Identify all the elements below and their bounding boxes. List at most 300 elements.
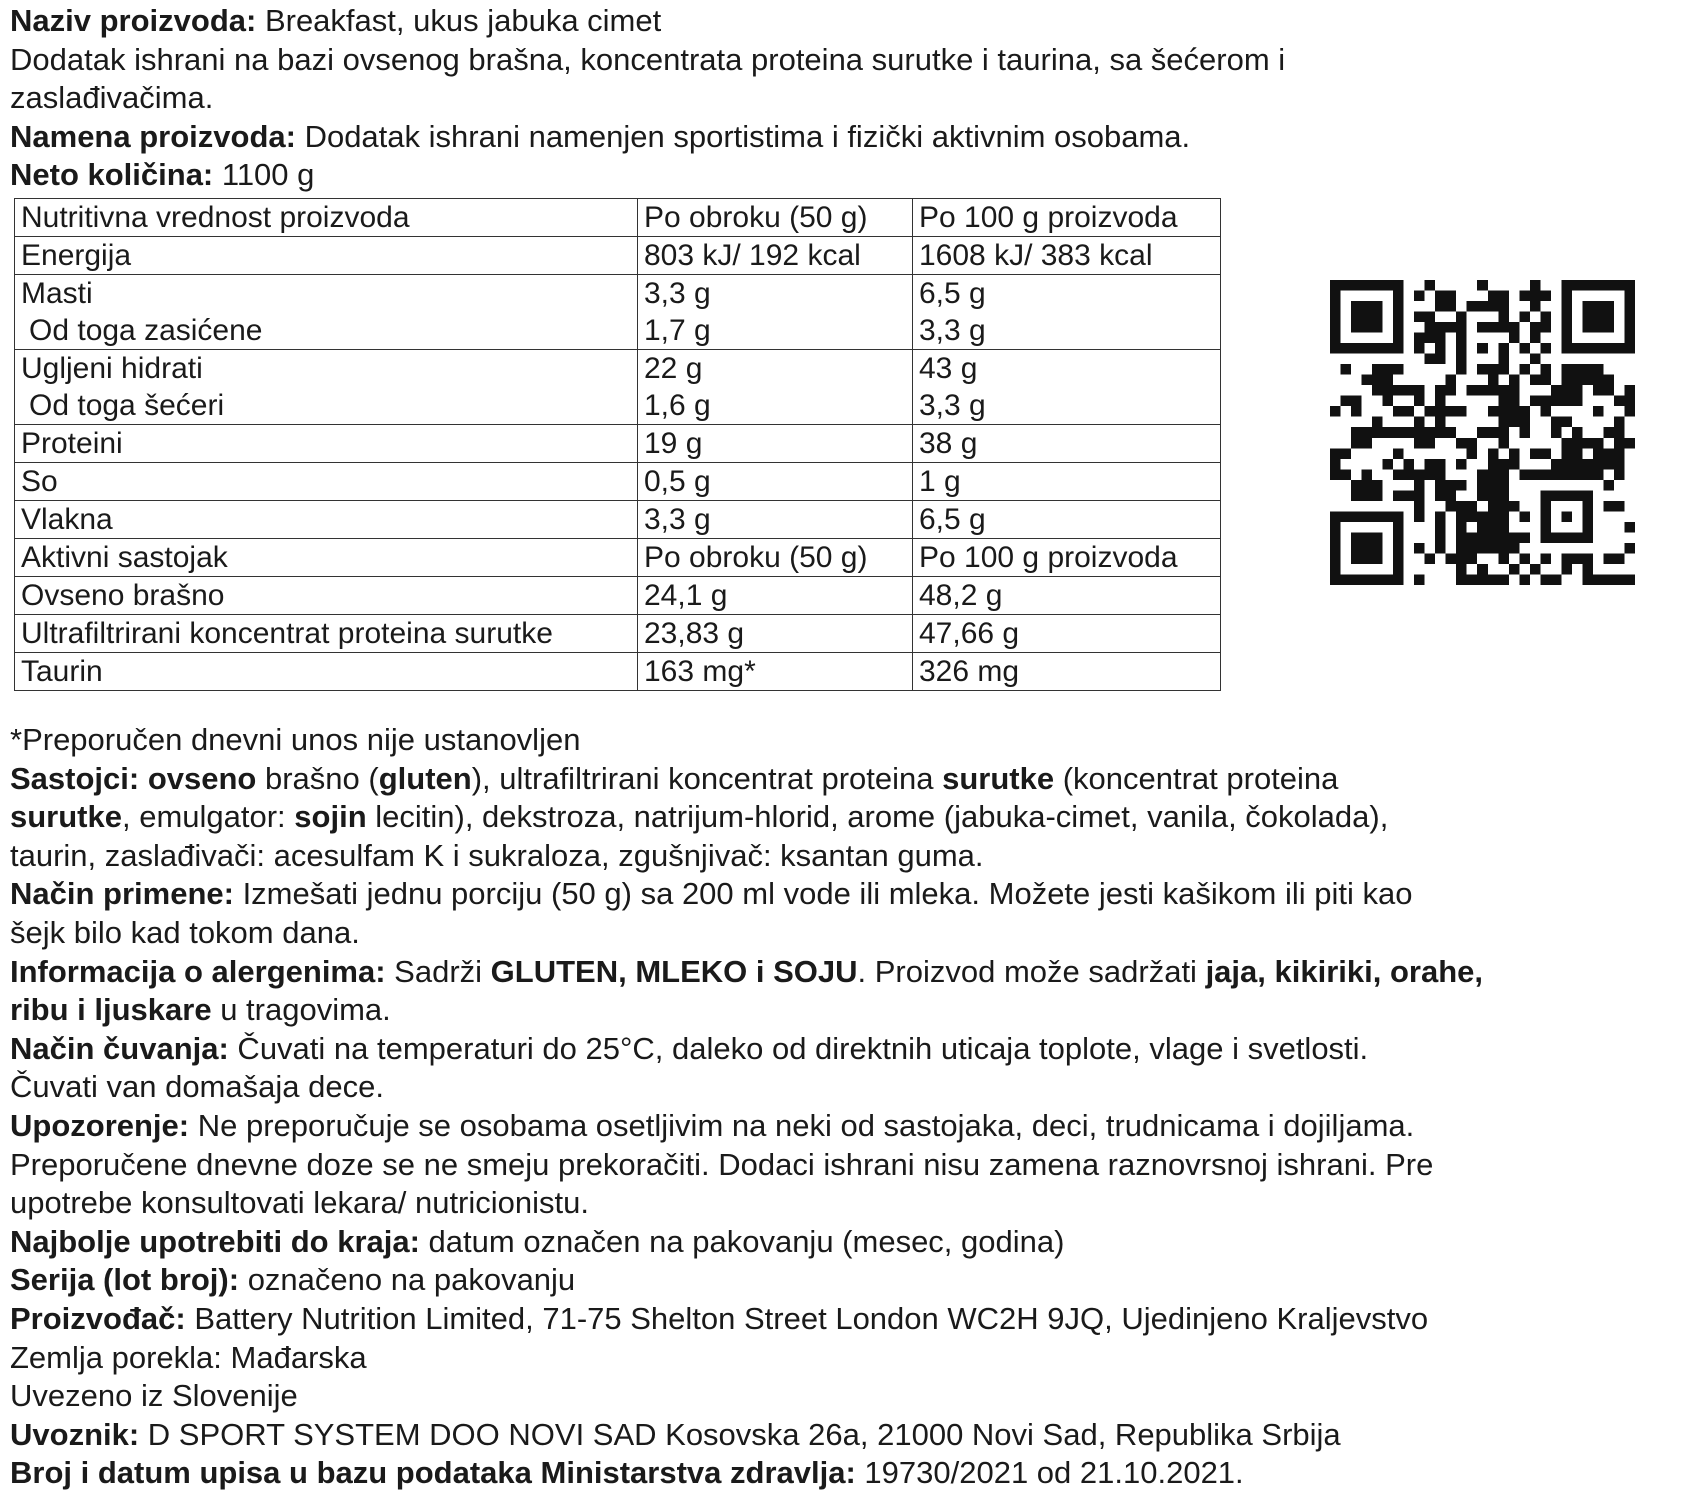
qr-module (1435, 490, 1446, 501)
description-line-1: Dodatak ishrani na bazi ovsenog brašna, koncentrata proteina surutke i taurina, sa šećerom i (10, 41, 1286, 77)
qr-module (1509, 406, 1520, 417)
cell-line: 3,3 g (644, 277, 711, 310)
qr-module (1582, 364, 1593, 375)
qr-module (1561, 438, 1572, 449)
qr-module (1509, 385, 1520, 396)
qr-module (1477, 343, 1488, 354)
allergens-text: u tragovima. (211, 992, 391, 1028)
qr-module (1488, 501, 1499, 512)
qr-module (1530, 333, 1541, 344)
qr-module (1435, 322, 1446, 333)
qr-module (1330, 406, 1341, 417)
qr-module (1551, 459, 1562, 470)
importer-line (10, 1416, 1692, 1455)
qr-module (1404, 406, 1415, 417)
qr-module (1540, 364, 1551, 375)
qr-module (1498, 343, 1509, 354)
qr-module (1614, 396, 1625, 407)
qr-module (1509, 564, 1520, 575)
table-cell: 23,83 g (638, 615, 913, 653)
qr-module (1435, 385, 1446, 396)
qr-module (1509, 532, 1520, 543)
table-cell (638, 275, 913, 350)
qr-module (1425, 459, 1436, 470)
qr-module (1446, 480, 1457, 491)
allergens-bold: ribu i ljuskare (10, 992, 212, 1028)
warning-line-1 (10, 1107, 1692, 1146)
qr-module (1351, 480, 1362, 491)
table-cell: Po obroku (50 g) (638, 199, 913, 237)
table-cell: So (15, 463, 638, 501)
qr-module (1467, 553, 1478, 564)
allergens-line-1 (10, 953, 1692, 992)
qr-module (1509, 375, 1520, 386)
qr-module (1435, 406, 1446, 417)
qr-module (1624, 406, 1635, 417)
product-name-label: Naziv proizvoda: (10, 3, 257, 38)
qr-code-icon (1330, 280, 1635, 585)
qr-module (1477, 364, 1488, 375)
qr-module (1498, 396, 1509, 407)
qr-module (1425, 427, 1436, 438)
qr-module (1456, 543, 1467, 554)
table-cell: Ovseno brašno (15, 577, 638, 615)
lot-line (10, 1261, 1692, 1300)
table-cell: 24,1 g (638, 577, 913, 615)
qr-module (1624, 396, 1635, 407)
qr-module (1624, 543, 1635, 554)
qr-finder-inner (1582, 301, 1614, 333)
qr-module (1477, 522, 1488, 533)
qr-module (1498, 364, 1509, 375)
purpose-value: Dodatak ishrani namenjen sportistima i fizički aktivnim osobama. (295, 118, 1191, 154)
qr-module (1582, 574, 1593, 585)
qr-module (1362, 490, 1373, 501)
qr-module (1561, 469, 1572, 480)
qr-module (1435, 480, 1446, 491)
storage-label: Način čuvanja: (10, 1030, 229, 1066)
qr-module (1561, 448, 1572, 459)
qr-module (1393, 448, 1404, 459)
qr-module (1593, 375, 1604, 386)
qr-module (1425, 553, 1436, 564)
ingredients-line-2 (10, 798, 1692, 837)
qr-module (1498, 543, 1509, 554)
qr-module (1614, 448, 1625, 459)
qr-module (1561, 364, 1572, 375)
usage-line-2: šejk bilo kad tokom dana. (10, 914, 360, 950)
qr-module (1477, 574, 1488, 585)
qr-module (1435, 522, 1446, 533)
qr-module (1498, 301, 1509, 312)
qr-module (1603, 427, 1614, 438)
qr-module (1425, 406, 1436, 417)
qr-module (1372, 364, 1383, 375)
lot-value: označeno na pakovanju (239, 1262, 576, 1298)
qr-module (1414, 343, 1425, 354)
qr-module (1509, 459, 1520, 470)
qr-module (1540, 553, 1551, 564)
cell-subline: 3,3 g (919, 389, 986, 422)
qr-module (1372, 427, 1383, 438)
qr-module (1540, 291, 1551, 302)
qr-module (1572, 385, 1583, 396)
warning-label: Upozorenje: (10, 1107, 190, 1143)
qr-module (1446, 501, 1457, 512)
qr-module (1425, 322, 1436, 333)
qr-module (1477, 480, 1488, 491)
qr-module (1509, 501, 1520, 512)
qr-module (1351, 406, 1362, 417)
table-row (15, 463, 1221, 501)
table-cell: Vlakna (15, 501, 638, 539)
qr-module (1498, 532, 1509, 543)
qr-module (1582, 564, 1593, 575)
qr-module (1414, 417, 1425, 428)
qr-module (1488, 322, 1499, 333)
ingredient-text: lecitin), dekstroza, natrijum-hlorid, arome (jabuka-cimet, vanila, čokolada), (366, 799, 1389, 835)
qr-module (1582, 438, 1593, 449)
qr-module (1404, 459, 1415, 470)
qr-module (1498, 312, 1509, 323)
qr-module (1414, 480, 1425, 491)
table-row (15, 199, 1221, 237)
warning-line-2: Preporučene dnevne doze se ne smeju prekoračiti. Dodaci ishrani nisu zamena raznovrsnoj ishrani. Pre (10, 1146, 1434, 1182)
qr-module (1572, 448, 1583, 459)
qr-module (1414, 501, 1425, 512)
qr-module (1603, 553, 1614, 564)
qr-module (1425, 280, 1436, 291)
qr-module (1435, 417, 1446, 428)
qr-module (1509, 417, 1520, 428)
cell-line: Ugljeni hidrati (21, 352, 203, 385)
qr-module (1540, 343, 1551, 354)
allergens-text: . Proizvod može sadržati (857, 953, 1206, 989)
qr-module (1614, 427, 1625, 438)
qr-module (1488, 490, 1499, 501)
qr-module (1446, 385, 1457, 396)
origin-line: Zemlja porekla: Mađarska (10, 1339, 367, 1375)
lot-label: Serija (lot broj): (10, 1262, 240, 1298)
table-row (15, 275, 1221, 350)
qr-module (1551, 574, 1562, 585)
registration-label: Broj i datum upisa u bazu podataka Ministarstva zdravlja: (10, 1455, 856, 1491)
table-cell: 6,5 g (913, 501, 1221, 539)
qr-module (1509, 448, 1520, 459)
qr-module (1488, 532, 1499, 543)
qr-module (1614, 553, 1625, 564)
qr-module (1446, 301, 1457, 312)
qr-module (1404, 469, 1415, 480)
qr-module (1362, 438, 1373, 449)
table-cell: 163 mg* (638, 653, 913, 691)
imported-from-line: Uvezeno iz Slovenije (10, 1378, 298, 1414)
manufacturer-value: Battery Nutrition Limited, 71-75 Shelton Street London WC2H 9JQ, Ujedinjeno Kraljevstvo (185, 1300, 1429, 1336)
qr-module (1624, 385, 1635, 396)
description-line-2: zaslađivačima. (10, 80, 214, 116)
qr-module (1551, 427, 1562, 438)
qr-module (1414, 574, 1425, 585)
qr-module (1561, 375, 1572, 386)
cell-subline: 1,6 g (644, 389, 711, 422)
qr-module (1435, 427, 1446, 438)
qr-module (1540, 375, 1551, 386)
table-cell: 47,66 g (913, 615, 1221, 653)
qr-module (1435, 532, 1446, 543)
qr-module (1351, 427, 1362, 438)
best-before-line (10, 1223, 1692, 1262)
qr-module (1561, 396, 1572, 407)
qr-module (1477, 280, 1488, 291)
registration-value: 19730/2021 od 21.10.2021. (855, 1455, 1244, 1491)
qr-module (1414, 438, 1425, 449)
table-cell: Nutritivna vrednost proizvoda (15, 199, 638, 237)
qr-module (1530, 396, 1541, 407)
qr-module (1540, 469, 1551, 480)
label-header (10, 2, 1692, 195)
best-before-value: datum označen na pakovanju (mesec, godina) (419, 1223, 1065, 1259)
product-name-value: Breakfast, ukus jabuka cimet (256, 3, 662, 38)
qr-module (1614, 417, 1625, 428)
qr-module (1372, 375, 1383, 386)
qr-module (1540, 396, 1551, 407)
qr-module (1435, 301, 1446, 312)
qr-module (1509, 396, 1520, 407)
qr-module (1519, 511, 1530, 522)
qr-module (1362, 469, 1373, 480)
qr-module (1456, 312, 1467, 323)
qr-module (1603, 459, 1614, 470)
qr-module (1362, 375, 1373, 386)
manufacturer-line (10, 1300, 1692, 1339)
purpose-line (10, 118, 1692, 157)
qr-module (1498, 322, 1509, 333)
table-cell (15, 350, 638, 425)
qr-module (1383, 396, 1394, 407)
qr-module (1425, 312, 1436, 323)
qr-module (1372, 417, 1383, 428)
qr-module (1456, 459, 1467, 470)
qr-module (1467, 501, 1478, 512)
qr-module (1530, 375, 1541, 386)
ingredient-bold: gluten (378, 760, 472, 796)
qr-module (1593, 448, 1604, 459)
qr-module (1509, 543, 1520, 554)
qr-module (1435, 343, 1446, 354)
usage-label: Način primene: (10, 876, 234, 912)
table-row (15, 425, 1221, 463)
qr-module (1488, 459, 1499, 470)
storage-text: Čuvati na temperaturi do 25°C, daleko od direktnih uticaja toplote, vlage i svetlosti. (228, 1030, 1369, 1066)
qr-module (1561, 553, 1572, 564)
qr-module (1435, 459, 1446, 470)
qr-finder-inner (1351, 532, 1383, 564)
qr-module (1551, 396, 1562, 407)
table-cell (913, 350, 1221, 425)
qr-module (1425, 438, 1436, 449)
qr-module (1393, 469, 1404, 480)
qr-module (1435, 511, 1446, 522)
qr-module (1488, 574, 1499, 585)
qr-module (1414, 469, 1425, 480)
qr-module (1383, 385, 1394, 396)
qr-module (1372, 385, 1383, 396)
table-cell: 19 g (638, 425, 913, 463)
table-row (15, 501, 1221, 539)
qr-module (1519, 553, 1530, 564)
qr-module (1393, 490, 1404, 501)
ingredients-line-1 (10, 760, 1692, 799)
qr-module (1446, 427, 1457, 438)
qr-module (1362, 480, 1373, 491)
cell-subline: 3,3 g (919, 314, 986, 347)
qr-module (1624, 438, 1635, 449)
qr-module (1603, 385, 1614, 396)
qr-module (1330, 459, 1341, 470)
qr-module (1498, 522, 1509, 533)
qr-module (1393, 427, 1404, 438)
qr-module (1593, 364, 1604, 375)
qr-module (1572, 438, 1583, 449)
qr-module (1509, 322, 1520, 333)
usage-line-1 (10, 875, 1692, 914)
qr-module (1551, 417, 1562, 428)
qr-module (1488, 406, 1499, 417)
net-quantity-line (10, 156, 1692, 195)
qr-module (1351, 490, 1362, 501)
table-cell: Po 100 g proizvoda (913, 539, 1221, 577)
table-cell: 38 g (913, 425, 1221, 463)
qr-module (1519, 417, 1530, 428)
qr-module (1477, 322, 1488, 333)
qr-module (1498, 459, 1509, 470)
allergens-line-2 (10, 991, 1692, 1030)
qr-module (1540, 448, 1551, 459)
registration-line (10, 1454, 1692, 1493)
qr-module (1488, 291, 1499, 302)
qr-module (1477, 385, 1488, 396)
qr-module (1456, 553, 1467, 564)
importer-label: Uvoznik: (10, 1416, 140, 1452)
qr-module (1488, 480, 1499, 491)
qr-module (1498, 511, 1509, 522)
qr-module (1509, 333, 1520, 344)
qr-module (1488, 301, 1499, 312)
table-cell: Energija (15, 237, 638, 275)
qr-module (1540, 406, 1551, 417)
qr-module (1519, 364, 1530, 375)
qr-module (1414, 396, 1425, 407)
table-cell: Po obroku (50 g) (638, 539, 913, 577)
qr-module (1498, 438, 1509, 449)
qr-module (1572, 375, 1583, 386)
qr-module (1341, 469, 1352, 480)
table-cell (15, 275, 638, 350)
qr-module (1498, 427, 1509, 438)
net-quantity-value: 1100 g (213, 157, 315, 193)
qr-module (1614, 574, 1625, 585)
table-cell: 803 kJ/ 192 kcal (638, 237, 913, 275)
qr-module (1456, 438, 1467, 449)
table-cell (638, 350, 913, 425)
nutrition-table (14, 198, 1221, 691)
storage-line-2: Čuvati van domašaja dece. (10, 1069, 384, 1105)
qr-module (1498, 469, 1509, 480)
qr-module (1414, 333, 1425, 344)
qr-module (1519, 343, 1530, 354)
qr-module (1488, 375, 1499, 386)
qr-module (1404, 427, 1415, 438)
qr-module (1467, 301, 1478, 312)
qr-module (1404, 490, 1415, 501)
qr-module (1425, 354, 1436, 365)
qr-module (1404, 385, 1415, 396)
table-cell: Aktivni sastojak (15, 539, 638, 577)
qr-module (1383, 364, 1394, 375)
qr-module (1414, 385, 1425, 396)
table-cell (913, 275, 1221, 350)
qr-module (1593, 574, 1604, 585)
qr-module (1477, 301, 1488, 312)
qr-module (1519, 469, 1530, 480)
qr-module (1414, 312, 1425, 323)
footnote: *Preporučen dnevni unos nije ustanovljen (10, 722, 581, 757)
ingredient-text: ), ultrafiltrirani koncentrat proteina (471, 760, 943, 796)
qr-module (1498, 501, 1509, 512)
table-row (15, 653, 1221, 691)
allergens-text: Sadrži (385, 953, 491, 989)
table-row (15, 615, 1221, 653)
cell-line: 43 g (919, 352, 978, 385)
qr-module (1488, 522, 1499, 533)
qr-module (1456, 501, 1467, 512)
qr-module (1351, 438, 1362, 449)
qr-module (1435, 354, 1446, 365)
qr-module (1351, 396, 1362, 407)
qr-module (1393, 364, 1404, 375)
qr-module (1467, 448, 1478, 459)
table-row (15, 237, 1221, 275)
table-row (15, 577, 1221, 615)
qr-module (1456, 480, 1467, 491)
qr-module (1530, 301, 1541, 312)
qr-module (1446, 553, 1457, 564)
qr-module (1572, 396, 1583, 407)
qr-module (1446, 406, 1457, 417)
table-row (15, 350, 1221, 425)
qr-module (1425, 469, 1436, 480)
qr-module (1582, 469, 1593, 480)
qr-module (1593, 459, 1604, 470)
cell-subline: Od toga šećeri (29, 389, 225, 422)
allergens-bold: jaja, kikiriki, orahe, (1205, 953, 1483, 989)
qr-module (1414, 511, 1425, 522)
qr-module (1498, 490, 1509, 501)
qr-module (1393, 385, 1404, 396)
qr-module (1456, 354, 1467, 365)
qr-module (1624, 522, 1635, 533)
cell-subline: Od toga zasićene (29, 314, 263, 347)
table-cell: 3,3 g (638, 501, 913, 539)
cell-line: Masti (21, 277, 93, 310)
qr-module (1561, 417, 1572, 428)
qr-module (1425, 333, 1436, 344)
ingredient-bold: surutke (10, 799, 122, 835)
qr-module (1456, 511, 1467, 522)
ingredients-label: Sastojci: (10, 760, 140, 796)
qr-module (1330, 469, 1341, 480)
warning-text: Ne preporučuje se osobama osetljivim na neki od sastojaka, deci, trudnicama i dojiljama. (189, 1107, 1415, 1143)
